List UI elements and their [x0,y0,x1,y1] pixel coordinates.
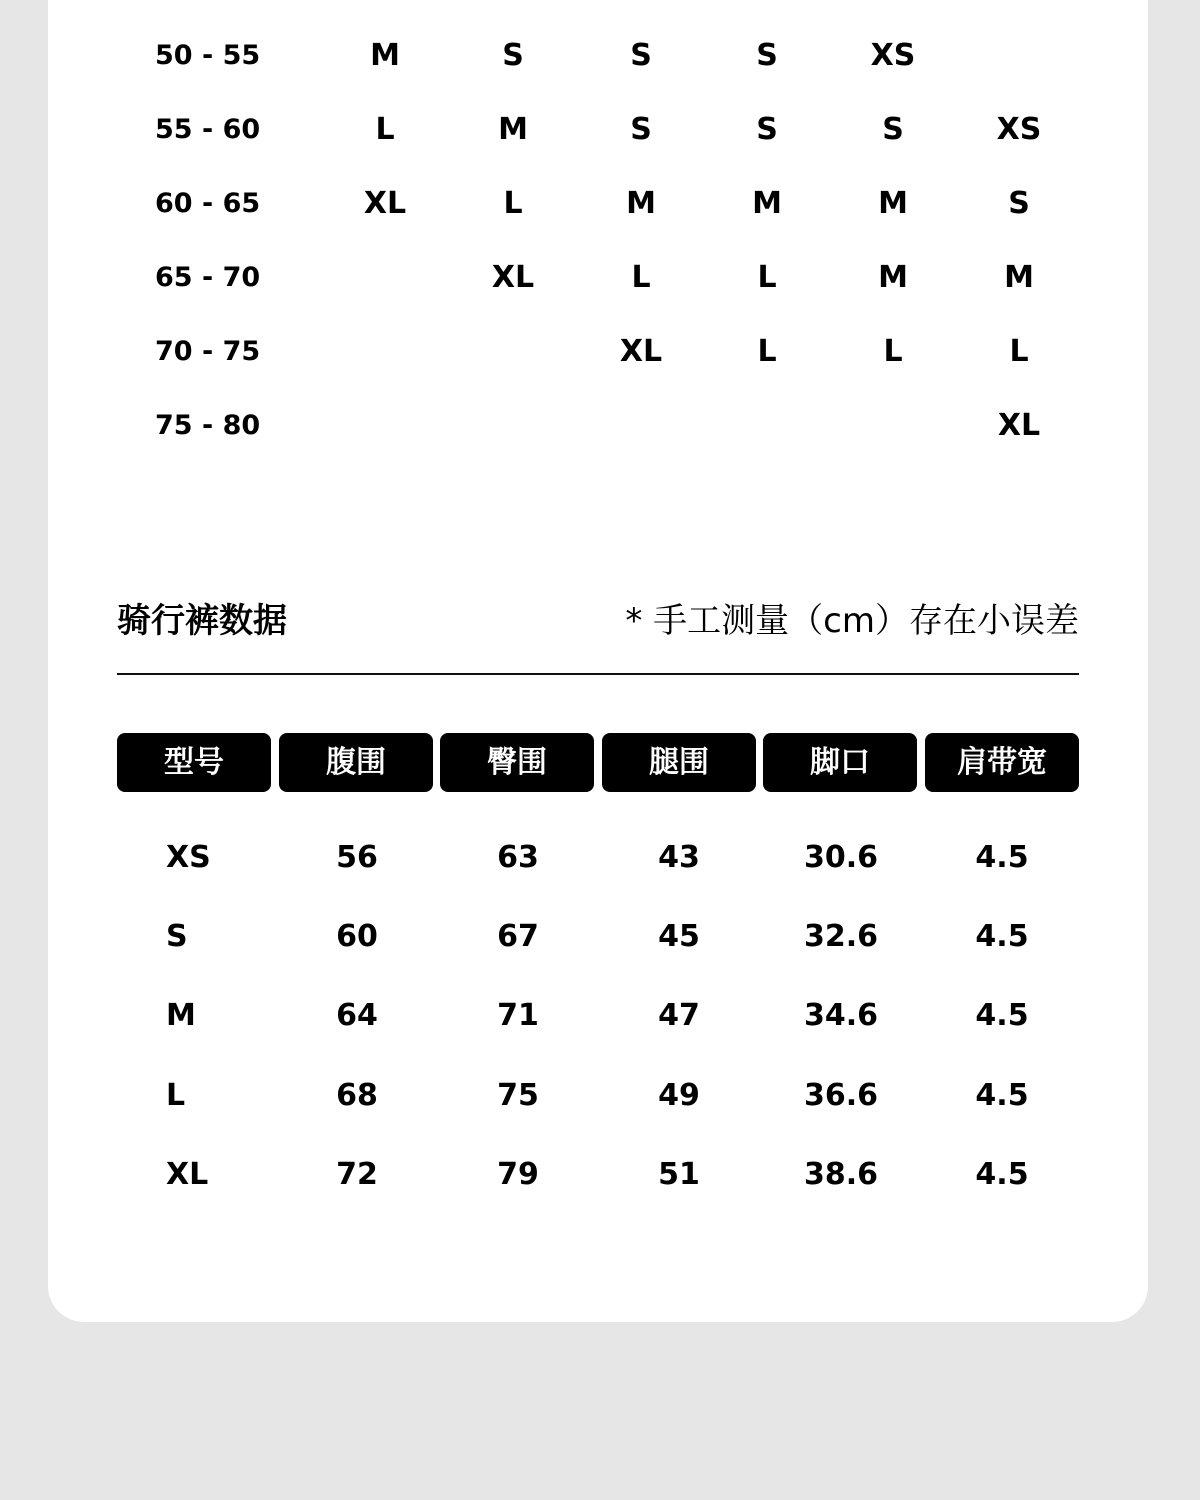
matrix-cell: XL [619,334,663,369]
value-cell: 36.6 [803,1078,879,1113]
matrix-cell: M [752,186,782,221]
matrix-cell: L [883,334,903,369]
header-strap-width: 肩带宽 [925,733,1079,792]
matrix-cell: M [370,38,400,73]
matrix-cell: L [503,186,523,221]
matrix-row [0,406,1200,446]
matrix-cell: M [878,260,908,295]
header-leg-opening: 脚口 [763,733,917,792]
weight-range: 65 - 70 [155,262,261,293]
table-row [0,915,1200,959]
size-cell: L [166,1078,186,1113]
matrix-cell: M [878,186,908,221]
value-cell: 75 [497,1078,539,1113]
value-cell: 79 [497,1157,539,1192]
value-cell: 47 [658,998,700,1033]
value-cell: 49 [658,1078,700,1113]
size-cell: XL [166,1157,209,1192]
matrix-cell: S [756,38,778,73]
size-cell: M [166,998,196,1033]
matrix-cell: L [375,112,395,147]
matrix-cell: M [1004,260,1034,295]
value-cell: 32.6 [803,919,879,954]
size-cell: S [166,919,188,954]
value-cell: 30.6 [803,840,879,875]
matrix-cell: S [882,112,904,147]
matrix-row [0,184,1200,224]
matrix-cell: S [630,38,652,73]
header-hip: 臀围 [440,733,594,792]
weight-range: 60 - 65 [155,188,261,219]
value-cell: 51 [658,1157,700,1192]
value-cell: 34.6 [803,998,879,1033]
matrix-cell: XS [996,112,1042,147]
value-cell: 68 [336,1078,378,1113]
matrix-cell: S [756,112,778,147]
table-row [0,1153,1200,1197]
divider [117,673,1079,675]
weight-range: 75 - 80 [155,410,261,441]
matrix-cell: XL [363,186,407,221]
matrix-cell: XL [997,408,1041,443]
matrix-cell: XS [870,38,916,73]
table-row [0,836,1200,880]
header-size: 型号 [117,733,271,792]
table-row [0,1074,1200,1118]
size-cell: XS [166,840,211,875]
table-row [0,994,1200,1038]
matrix-cell: L [757,334,777,369]
weight-range: 70 - 75 [155,336,261,367]
value-cell: 4.5 [975,840,1029,875]
matrix-cell: S [1008,186,1030,221]
value-cell: 43 [658,840,700,875]
matrix-row [0,332,1200,372]
header-thigh: 腿围 [602,733,756,792]
value-cell: 4.5 [975,1078,1029,1113]
header-waist: 腹围 [279,733,433,792]
matrix-row [0,110,1200,150]
value-cell: 45 [658,919,700,954]
matrix-cell: M [498,112,528,147]
weight-range: 50 - 55 [155,40,261,71]
matrix-cell: L [631,260,651,295]
weight-range: 55 - 60 [155,114,261,145]
matrix-cell: M [626,186,656,221]
matrix-cell: S [630,112,652,147]
value-cell: 60 [336,919,378,954]
matrix-cell: L [1009,334,1029,369]
measurement-note: * 手工测量（cm）存在小误差 [625,601,1079,641]
value-cell: 4.5 [975,998,1029,1033]
matrix-cell: XL [491,260,535,295]
value-cell: 4.5 [975,919,1029,954]
value-cell: 4.5 [975,1157,1029,1192]
value-cell: 67 [497,919,539,954]
value-cell: 71 [497,998,539,1033]
value-cell: 63 [497,840,539,875]
value-cell: 72 [336,1157,378,1192]
matrix-row [0,36,1200,76]
section-title: 骑行裤数据 [117,601,287,641]
table-header [117,733,1079,792]
matrix-cell: S [502,38,524,73]
value-cell: 56 [336,840,378,875]
value-cell: 38.6 [803,1157,879,1192]
value-cell: 64 [336,998,378,1033]
matrix-row [0,258,1200,298]
matrix-cell: L [757,260,777,295]
